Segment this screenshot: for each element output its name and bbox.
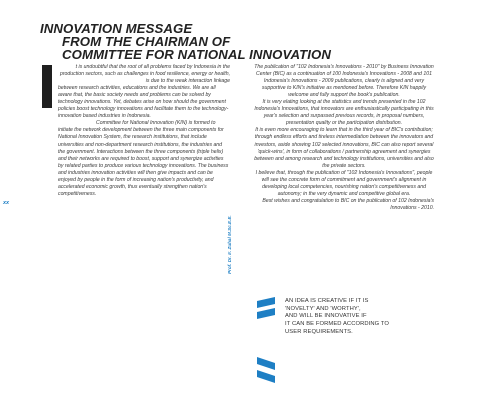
right-text-column [254, 64, 434, 212]
quote-line-1: AN IDEA IS CREATIVE IF IT IS [285, 298, 369, 304]
right-paragraph-1: The publication of "102 Indonesia's Innovations - 2010" by Business Innovation Center (BIC) as a continuation of 100 Indonesia's Innovations - 2008 and 101 Indonesia's Innovations - 2009 publications, clearly is aligned and very supportive to KIN's initiative as mentioned before. Therefore KIN happily welcome and fully support the book's publication. [254, 64, 434, 99]
left-text-column [58, 64, 230, 198]
author-signature: Prof. Dr. Ir. Zuhal M.Sc.E.E. [227, 215, 232, 274]
right-paragraph-2: It is very elating looking at the statistics and trends presented in the 102 Indonesia's Innovations, that innovators are enthusiastically participating in this year's selection and surpassed previous records, in proposal numbers, presentation quality or the participation distribution. [254, 99, 434, 127]
page-number: xx [3, 200, 10, 206]
drop-cap-letter-i [42, 65, 52, 108]
quote-line-4: IT CAN BE FORMED ACCORDING TO [285, 321, 390, 328]
quote-mark-close-icon [255, 355, 277, 387]
quote-line-3: AND WILL BE INNOVATIVE IF [285, 313, 367, 320]
body-paragraph-2: Committee for National Innovation (KIN) is formed to initiate the network development between the three main components for National Innovation System, the research institutions, that include universities and non-department research institutions, the industries and the government. Interactions between the three components (triple helix) and their networks are required to boost, support and synergize activities by related parties to produce various technology innovations. The business and industries innovation activities will then give impacts and can be enjoyed by people in the form of increasing nation's productivity, and accelerated economic growth, thus eventually strengthen nation's competitiveness. [58, 120, 229, 197]
quote-mark-open-icon [255, 295, 277, 323]
opening-paragraph-lead: t is undoubtful that the root of all problems faced by Indonesia in the production sectors, such as challenges in food resilience, energy or health, is due to the weak interaction linkage [59, 64, 230, 85]
right-paragraph-4: I believe that, through the publication of "102 Indonesia's Innovations", people will see the concrete form of commitment and government's alignment in developing local competencies, nourishing nation's competitiveness and autonomy; in the very dynamic and competitive global era. [255, 169, 433, 197]
quote-line-2: 'NOVELTY' AND 'WORTHY', [285, 305, 361, 312]
quote-line-5: USER REQUIREMENTS. [285, 328, 353, 335]
pull-quote [285, 298, 395, 337]
closing-paragraph: Best wishes and congratulation to BIC on the publication of 102 Indonesia's Innovations - 2010. [262, 197, 434, 211]
title-line-1: INNOVATION MESSAGE [40, 21, 193, 36]
page-title [40, 22, 360, 61]
title-line-2: FROM THE CHAIRMAN OF [62, 34, 231, 49]
right-paragraph-3: It is even more encouraging to learn that in the third year of BIC's contribution; through endless efforts and tireless intermediation between the innovators and investors, aside showing 102 selected innovations, BIC can also report several 'quick-wins', in form of collaborations / partnership agreement and synergies between and among research and technology institutions, universities and also the private sectors. [254, 127, 434, 169]
opening-paragraph-rest: between research activities, educations and the industries. We are all aware that, the basic society needs and problems can be solved by technology innovations. Yet, debates arise on how should the government policies boost technology innovations and facilitate them to the technology-innovation based industries in Indonesia. [58, 85, 229, 120]
title-line-3: COMMITTEE FOR NATIONAL INNOVATION [62, 47, 331, 62]
